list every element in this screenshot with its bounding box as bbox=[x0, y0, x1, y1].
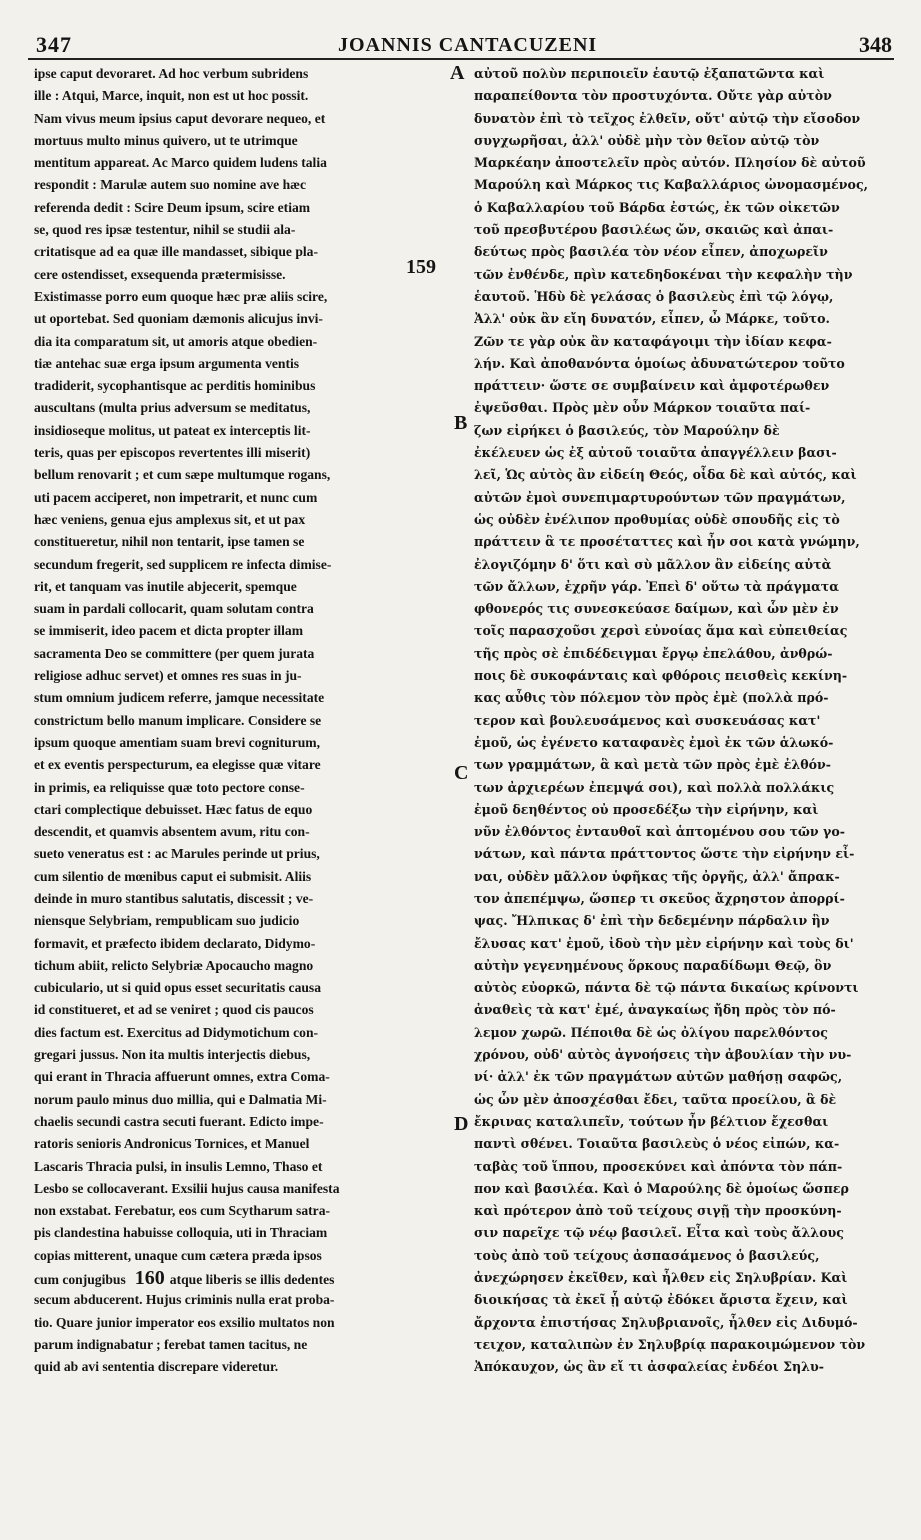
latin-text-line bbox=[34, 487, 444, 509]
greek-text-line: καὶ πρότερον ἀπὸ τοῦ τείχους σιγῇ τὴν προσκύνη- bbox=[474, 1203, 842, 1219]
latin-text-line bbox=[34, 1178, 444, 1200]
greek-text-line: τερον καὶ βουλευσάμενος καὶ συσκευάσας κατ' bbox=[474, 712, 821, 728]
latin-line-text: Lesbo se collocaverant. Exsilii hujus causa manifesta bbox=[34, 1180, 340, 1196]
latin-line-text: auscultans (multa prius adversum se meditatus, bbox=[34, 400, 311, 416]
latin-line-text: ctari complectique debuisset. Hæc fatus de equo bbox=[34, 801, 313, 817]
greek-text-line: ναι, οὐδὲν μᾶλλον ὑφῆκας τῆς ὀργῆς, ἀλλ' ἄπρακ- bbox=[474, 868, 840, 884]
latin-line-text: dia ita comparatum sit, ut amoris atque obedien- bbox=[34, 333, 318, 349]
latin-text-line bbox=[34, 620, 444, 642]
greek-text-line: πράττειν· ὥστε σε συμβαίνειν καὶ ἀμφοτέρωθεν bbox=[474, 378, 830, 394]
greek-text-line: ψας. Ἤλπικας δ' ἐπὶ τὴν δεδεμένην πάρδαλιν ἣν bbox=[474, 913, 830, 929]
greek-text-line: ταβὰς τοῦ ἵππου, προσεκύνει καὶ ἀπόντα τὸν πάπ- bbox=[474, 1158, 843, 1174]
latin-line-text: tichum abiit, relicto Selybriæ Apocaucho magno bbox=[34, 957, 314, 973]
greek-text-line: αὐτὴν γεγενημένους ὅρκους παραδίδωμι Θεῷ, ὃν bbox=[474, 957, 832, 973]
latin-text-line bbox=[34, 1066, 444, 1088]
latin-line-text: ipse caput devoraret. Ad hoc verbum subridens bbox=[34, 66, 309, 81]
greek-text-line: συγχωρῆσαι, ἀλλ' οὐδὲ μὴν τὸν θεῖον αὐτῷ τὸν bbox=[474, 132, 820, 148]
latin-text-line bbox=[34, 977, 444, 999]
latin-text-line bbox=[34, 754, 444, 776]
greek-text-line: ἐμοῦ δεηθέντος οὐ προσεδέξω τὴν εἰρήνην, καὶ bbox=[474, 801, 819, 817]
latin-text-line bbox=[34, 1200, 444, 1222]
latin-line-text: secum abducerent. Hujus criminis nulla erat proba- bbox=[34, 1292, 335, 1308]
latin-text-line bbox=[34, 531, 444, 553]
greek-text-line: νί· ἀλλ' ἐκ τῶν πραγμάτων αὐτῶν μαθήσῃ σαφῶς, bbox=[474, 1069, 843, 1085]
latin-line-text: sacramenta Deo se committere (per quem jurata bbox=[34, 645, 315, 661]
greek-text-line: τειχον, καταλιπὼν ἐν Σηλυβρίᾳ παρακοιμώμενον τὸν bbox=[474, 1336, 866, 1352]
latin-line-text: mortuus multo minus quivero, ut te utrimque bbox=[34, 132, 298, 148]
latin-line-text: teris, quas per episcopos revertentes illi miserit) bbox=[34, 445, 311, 461]
greek-column bbox=[474, 63, 892, 1379]
latin-line-text: tiæ antehac suæ erga ipsum argumenta ventis bbox=[34, 355, 300, 371]
latin-line-text: norum paulo minus duo millia, qui e Dalmatia Mi- bbox=[34, 1091, 327, 1107]
latin-line-text: atque liberis se illis dedentes bbox=[169, 1272, 335, 1288]
greek-text-line: ἔκρινας καταλιπεῖν, τούτων ἦν βέλτιον ἔχεσθαι bbox=[474, 1113, 829, 1129]
latin-line-text: religiose adhuc servet) et omnes res suas in ju- bbox=[34, 668, 302, 684]
latin-line-text: descendit, et quamvis absentem avum, ritu con- bbox=[34, 824, 310, 840]
greek-text-line: πον καὶ βασιλέα. Καὶ ὁ Μαρούλης δὲ ὁμοίως ὥσπερ bbox=[474, 1180, 849, 1196]
latin-text-line bbox=[34, 955, 444, 977]
running-title: JOANNIS CANTACUZENI bbox=[338, 34, 598, 56]
greek-text-line: ἀναθεὶς τὰ κατ' ἐμέ, ἀναγκαίως ἤδη πρὸς τὸν πό- bbox=[474, 1002, 836, 1018]
latin-text-line bbox=[34, 1022, 444, 1044]
latin-text-line bbox=[34, 643, 444, 665]
latin-text-line bbox=[34, 397, 444, 419]
greek-text-line: νῦν ἐλθόντος ἐνταυθοῖ καὶ ἁπτομένου σου τῶν γο- bbox=[474, 824, 845, 840]
latin-text-line bbox=[34, 420, 444, 442]
latin-line-text: ratoris senioris Andronicus Tornices, et Manuel bbox=[34, 1136, 310, 1152]
latin-line-text: chaelis secundi castra secuti fuerant. Edicto impe- bbox=[34, 1113, 324, 1129]
header-rule bbox=[28, 58, 894, 60]
greek-text-line: λεῖ, Ὡς αὐτὸς ἂν εἰδείη Θεός, οἶδα δὲ καὶ αὐτός, καὶ bbox=[474, 467, 857, 483]
greek-text-line: ἐψεῦσθαι. Πρὸς μὲν οὖν Μάρκον τοιαῦτα παί- bbox=[474, 400, 811, 416]
greek-text-line: αὐτοῦ πολὺν περιποιεῖν ἑαυτῷ ἐξαπατῶντα καὶ bbox=[474, 66, 825, 81]
latin-text-line bbox=[34, 353, 444, 375]
latin-line-text: se immiserit, ideo pacem et dicta propter illam bbox=[34, 623, 304, 639]
latin-text-line bbox=[34, 554, 444, 576]
latin-line-text: secundum fregerit, sed supplicem re infecta dimise- bbox=[34, 556, 332, 572]
latin-text-line bbox=[34, 442, 444, 464]
greek-text-line: λεμον χωρῶ. Πέποιθα δὲ ὡς ὀλίγου παρελθόντος bbox=[474, 1024, 828, 1040]
greek-text-line: ζων εἰρήκει ὁ βασιλεύς, τὸν Μαρούλην δὲ bbox=[474, 422, 780, 438]
latin-line-text: mentitum appareat. Ac Marco quidem ludens talia bbox=[34, 155, 327, 171]
greek-text-line: τῶν ἄλλων, ἐχρῆν γάρ. Ἐπεὶ δ' οὕτω τὰ πράγματα bbox=[474, 578, 839, 594]
greek-text-line: ἄρχοντα ἐπιστήσας Σηλυβριανοῖς, ἦλθεν εἰς Διδυμό- bbox=[474, 1314, 858, 1330]
latin-line-text: se, quod res ipsæ testentur, nihil se studii ala- bbox=[34, 222, 296, 238]
greek-text-line: Ζῶν τε γὰρ οὐκ ἂν καταφάγοιμι τὴν ἰδίαν κεφα- bbox=[474, 333, 832, 349]
latin-text-line bbox=[34, 777, 444, 799]
greek-text-line: χρόνου, οὐδ' αὐτὸς ἀγνοήσεις τὴν ἀβουλίαν τὴν νυ- bbox=[474, 1047, 852, 1063]
latin-line-text: insidioseque molitus, ut pateat ex interceptis lit- bbox=[34, 422, 311, 438]
latin-line-text: cum conjugibus bbox=[34, 1272, 126, 1288]
latin-line-text: formavit, et præfecto ibidem declarato, Didymo- bbox=[34, 935, 316, 951]
greek-text-line: τῆς πρὸς σὲ ἐπιδέδειγμαι ἔργῳ ἐπελάθου, ἀνθρώ- bbox=[474, 645, 833, 661]
latin-text-line bbox=[34, 1334, 444, 1356]
latin-text-line bbox=[34, 910, 444, 932]
greek-text-line: λήν. Καὶ ἀποθανόντα ὁμοίως ἀδυνατώτερον τοῦτο bbox=[474, 355, 845, 371]
latin-text-line bbox=[34, 665, 444, 687]
greek-text-line: τοῖς παρασχοῦσι χερσὶ εὐνοίας ἅμα καὶ εὐπειθείας bbox=[474, 623, 848, 639]
latin-text-line bbox=[34, 174, 444, 196]
greek-text-line: τῶν ἐνθένδε, πρὶν κατεδηδοκέναι τὴν κεφαλὴν τὴν bbox=[474, 266, 853, 282]
latin-text-line bbox=[34, 219, 444, 241]
section-marker-a: A bbox=[450, 62, 465, 84]
latin-line-text: suam in pardali collocarit, quam solutam contra bbox=[34, 601, 314, 617]
greek-text-line: των γραμμάτων, ἃ καὶ μετὰ τῶν πρὸς ἐμὲ ἐλθόν- bbox=[474, 757, 831, 773]
latin-text-line bbox=[34, 1133, 444, 1155]
latin-line-text: parum indignabatur ; ferebat tamen tacitus, ne bbox=[34, 1336, 308, 1352]
page-number-left: 347 bbox=[36, 32, 72, 57]
greek-text-line: νάτων, καὶ πάντα πράττοντος ὥστε τὴν εἰρήνην εἶ- bbox=[474, 846, 855, 862]
latin-line-text: cere ostendisset, exsequenda prætermisisse. bbox=[34, 266, 286, 282]
greek-text-line: ποις δὲ συκοφάνταις καὶ φθόροις πεισθεὶς κεκίνη- bbox=[474, 668, 848, 684]
latin-text-line bbox=[34, 464, 444, 486]
greek-text-line: των ἀρχιερέων ἐπεμψά σοι), καὶ πολλὰ πολλάκις bbox=[474, 779, 835, 795]
latin-line-text: stum omnium judicem referre, jamque necessitate bbox=[34, 690, 325, 706]
section-marker-b: B bbox=[454, 412, 468, 434]
latin-text-line bbox=[34, 1245, 444, 1267]
latin-line-text: niensque Selybriam, rempublicam suo judicio bbox=[34, 913, 300, 929]
greek-text-line: αὐτὸς εὐορκῶ, πάντα δὲ τῷ πάντα δικαίως κρίνοντι bbox=[474, 980, 859, 996]
latin-text-line bbox=[34, 130, 444, 152]
latin-text-line bbox=[34, 108, 444, 130]
latin-text-line bbox=[34, 1267, 444, 1289]
latin-text-line bbox=[34, 1356, 444, 1378]
margin-number-160: 160 bbox=[129, 1267, 170, 1290]
latin-text-line bbox=[34, 732, 444, 754]
latin-line-text: hæc veniens, genua ejus amplexus sit, et ut pax bbox=[34, 511, 306, 527]
section-marker-c: C bbox=[454, 762, 469, 784]
latin-text-line bbox=[34, 197, 444, 219]
latin-line-text: Lascaris Thracia pulsi, in insulis Lemno, Thaso et bbox=[34, 1158, 323, 1174]
greek-text-line: ὡς οὐδὲν ἐνέλιπον προθυμίας οὐδὲ σπουδῆς εἰς τὸ bbox=[474, 511, 840, 527]
greek-text-line: τοῦ πρεσβυτέρου βασιλέως ὤν, σκαιῶς καὶ ἀπαι- bbox=[474, 222, 834, 238]
section-marker-d: D bbox=[454, 1113, 469, 1135]
latin-text-line bbox=[34, 888, 444, 910]
latin-text-line bbox=[34, 85, 444, 107]
page-header bbox=[28, 28, 894, 62]
latin-text-line bbox=[34, 821, 444, 843]
latin-line-text: critatisque ad ea quæ ille mandasset, sibique pla- bbox=[34, 244, 318, 260]
latin-line-text: copias mitterent, unaque cum cætera præda ipsos bbox=[34, 1247, 322, 1263]
margin-number-159: 159 bbox=[406, 256, 436, 278]
latin-text-line bbox=[34, 866, 444, 888]
latin-line-text: gregari jussus. Non ita multis interjectis diebus, bbox=[34, 1047, 311, 1063]
latin-line-text: non exstabat. Ferebatur, eos cum Scytharum satra- bbox=[34, 1203, 331, 1219]
latin-text-line bbox=[34, 241, 444, 263]
latin-line-text: ipsum quoque amentiam suam brevi cogniturum, bbox=[34, 734, 321, 750]
latin-line-text: rit, et tanquam vas inutile abjecerit, spemque bbox=[34, 578, 297, 594]
latin-text-line bbox=[34, 331, 444, 353]
greek-text-line: κας αὖθις τὸν πόλεμον τὸν πρὸς ἐμὲ (πολλὰ πρό- bbox=[474, 690, 829, 706]
latin-line-text: Existimasse porro eum quoque hæc præ aliis scire, bbox=[34, 288, 328, 304]
greek-text-line: τον ἀπεπέμψω, ὥσπερ τι σκεῦος ἄχρηστον ἀπορρί- bbox=[474, 890, 845, 906]
greek-text-line: δυνατὸν ἐπὶ τὸ τεῖχος ἐλθεῖν, οὔτ' αὐτῷ τὴν εἴσοδον bbox=[474, 110, 861, 126]
greek-text-line: φθονερός τις συνεσκεύασε δαίμων, καὶ ὧν μὲν ἐν bbox=[474, 601, 839, 617]
latin-text-line bbox=[34, 1111, 444, 1133]
latin-line-text: sueto veneratus est : ac Marules perinde ut prius, bbox=[34, 846, 320, 862]
latin-line-text: respondit : Marulæ autem suo nomine ave hæc bbox=[34, 177, 307, 193]
latin-text-line bbox=[34, 999, 444, 1021]
latin-line-text: tio. Quare junior imperator eos exsilio multatos non bbox=[34, 1314, 335, 1330]
latin-line-text: in primis, ea reliquisse quæ toto pectore conse- bbox=[34, 779, 305, 795]
latin-line-text: ut oportebat. Sed quoniam dæmonis alicujus invi- bbox=[34, 311, 323, 327]
latin-text-line bbox=[34, 933, 444, 955]
latin-text-line bbox=[34, 308, 444, 330]
latin-text-line bbox=[34, 1312, 444, 1334]
latin-line-text: quid ab avi sententia discrepare videretur. bbox=[34, 1359, 279, 1375]
latin-text-line bbox=[34, 1156, 444, 1178]
latin-text-line bbox=[34, 1289, 444, 1311]
latin-column bbox=[34, 63, 444, 1379]
latin-line-text: id constitueret, et ad se veniret ; quod cis paucos bbox=[34, 1002, 314, 1018]
latin-text-line bbox=[34, 264, 444, 286]
latin-text-line bbox=[34, 710, 444, 732]
latin-line-text: constitueretur, nihil non tentarit, ipse tamen se bbox=[34, 534, 305, 550]
latin-line-text: constrictum bello manum implicare. Considere se bbox=[34, 712, 322, 728]
latin-text-line bbox=[34, 286, 444, 308]
latin-text-line bbox=[34, 576, 444, 598]
greek-text-line: ἔλυσας κατ' ἐμοῦ, ἰδοὺ τὴν μὲν εἰρήνην καὶ τοὺς δι' bbox=[474, 935, 854, 951]
greek-text-line: σιν παρεῖχε τῷ νέῳ βασιλεῖ. Εἶτα καὶ τοὺς ἄλλους bbox=[474, 1225, 844, 1241]
latin-text-line bbox=[34, 375, 444, 397]
latin-line-text: qui erant in Thracia affuerunt omnes, extra Coma- bbox=[34, 1069, 330, 1085]
latin-line-text: uti pacem acciperet, non impetrarit, et nunc cum bbox=[34, 489, 318, 505]
page-number-right: 348 bbox=[859, 32, 892, 57]
greek-text-line: παραπείθοντα τὸν προστυχόντα. Οὔτε γὰρ αὐτὸν bbox=[474, 88, 832, 104]
latin-text-line bbox=[34, 63, 444, 85]
greek-text-line: Μαρκέαην ἀποστελεῖν πρὸς αὐτόν. Πλησίον δὲ αὐτοῦ bbox=[474, 155, 866, 171]
latin-text-line bbox=[34, 598, 444, 620]
latin-text-line bbox=[34, 1089, 444, 1111]
latin-text-line bbox=[34, 799, 444, 821]
greek-text-line: αὐτῶν ἐμοὶ συνεπιμαρτυρούντων τῶν πραγμάτων, bbox=[474, 489, 846, 505]
greek-text-line: ἀνεχώρησεν ἐκεῖθεν, καὶ ἦλθεν εἰς Σηλυβρίαν. Καὶ bbox=[474, 1270, 848, 1286]
greek-text-line: πράττειν ἃ τε προσέταττες καὶ ἦν σοι κατὰ γνώμην, bbox=[474, 534, 860, 550]
greek-text-line: διοικήσας τὰ ἐκεῖ ᾗ αὐτῷ ἐδόκει ἄριστα ἔχειν, καὶ bbox=[474, 1292, 848, 1308]
latin-text-line bbox=[34, 152, 444, 174]
latin-line-text: et ex eventis perspecturum, ea elegisse quæ vitare bbox=[34, 757, 321, 773]
latin-line-text: tradiderit, sycophantisque ac perditis hominibus bbox=[34, 378, 316, 394]
latin-line-text: referenda dedit : Scire Deum ipsum, scire etiam bbox=[34, 199, 311, 215]
greek-text-line: τοὺς ἀπὸ τοῦ τείχους ἀσπασάμενος ὁ βασιλεύς, bbox=[474, 1247, 820, 1263]
greek-text-line: Ἀπόκαυχον, ὡς ἂν εἴ τι ἀσφαλείας ἐνδέοι Σηλυ- bbox=[474, 1359, 824, 1375]
latin-line-text: cubiculario, ut si quid opus esset securitatis causa bbox=[34, 980, 322, 996]
greek-text-line: ἐλογιζόμην δ' ὅτι καὶ σὺ μᾶλλον ἂν εἰδείης αὐτὰ bbox=[474, 556, 832, 572]
latin-text-line bbox=[34, 687, 444, 709]
greek-text-line: ἐκέλευεν ὡς ἐξ αὐτοῦ τοιαῦτα ἀπαγγέλλειν βασι- bbox=[474, 445, 837, 461]
latin-line-text: bellum renovarit ; et cum sæpe multumque rogans, bbox=[34, 467, 331, 483]
greek-text-line: ὡς ὧν μὲν ἀποσχέσθαι ἔδει, ταῦτα προείλου, ἃ δὲ bbox=[474, 1091, 837, 1107]
latin-line-text: cum silentio de mœnibus caput ei submisit. Aliis bbox=[34, 868, 312, 884]
greek-text-line: ἐμοῦ, ὡς ἐγένετο καταφανὲς ἐμοὶ ἐκ τῶν ἁλωκό- bbox=[474, 734, 834, 750]
greek-text-line: ἑαυτοῦ. Ἡδὺ δὲ γελάσας ὁ βασιλεὺς ἐπὶ τῷ λόγῳ, bbox=[474, 288, 834, 304]
greek-text-line: Ἀλλ' οὐκ ἂν εἴη δυνατόν, εἶπεν, ὦ Μάρκε, τοῦτο. bbox=[474, 311, 830, 327]
latin-text-line bbox=[34, 509, 444, 531]
latin-text-line bbox=[34, 843, 444, 865]
latin-line-text: pis clandestina habuisse colloquia, uti in Thraciam bbox=[34, 1225, 328, 1241]
greek-text-line: δεύτως πρὸς βασιλέα τὸν νέον εἶπεν, ἀποχωρεῖν bbox=[474, 244, 828, 260]
greek-text-line: Μαρούλη καὶ Μάρκος τις Καβαλλάριος ὠνομασμένος, bbox=[474, 177, 868, 193]
latin-line-text: ille : Atqui, Marce, inquit, non est ut hoc possit. bbox=[34, 88, 309, 104]
greek-text-line: ὁ Καβαλλαρίου τοῦ Βάρδα ἐστώς, ἐκ τῶν οἰκετῶν bbox=[474, 199, 840, 215]
latin-text-line bbox=[34, 1044, 444, 1066]
latin-line-text: Nam vivus meum ipsius caput devorare nequeo, et bbox=[34, 110, 326, 126]
latin-text-line bbox=[34, 1222, 444, 1244]
latin-line-text: deinde in muro stantibus salutatis, discessit ; ve- bbox=[34, 890, 314, 906]
greek-text-line: παντὶ σθένει. Τοιαῦτα βασιλεὺς ὁ νέος εἰπών, κα- bbox=[474, 1136, 840, 1152]
latin-line-text: dies factum est. Exercitus ad Didymotichum con- bbox=[34, 1024, 319, 1040]
